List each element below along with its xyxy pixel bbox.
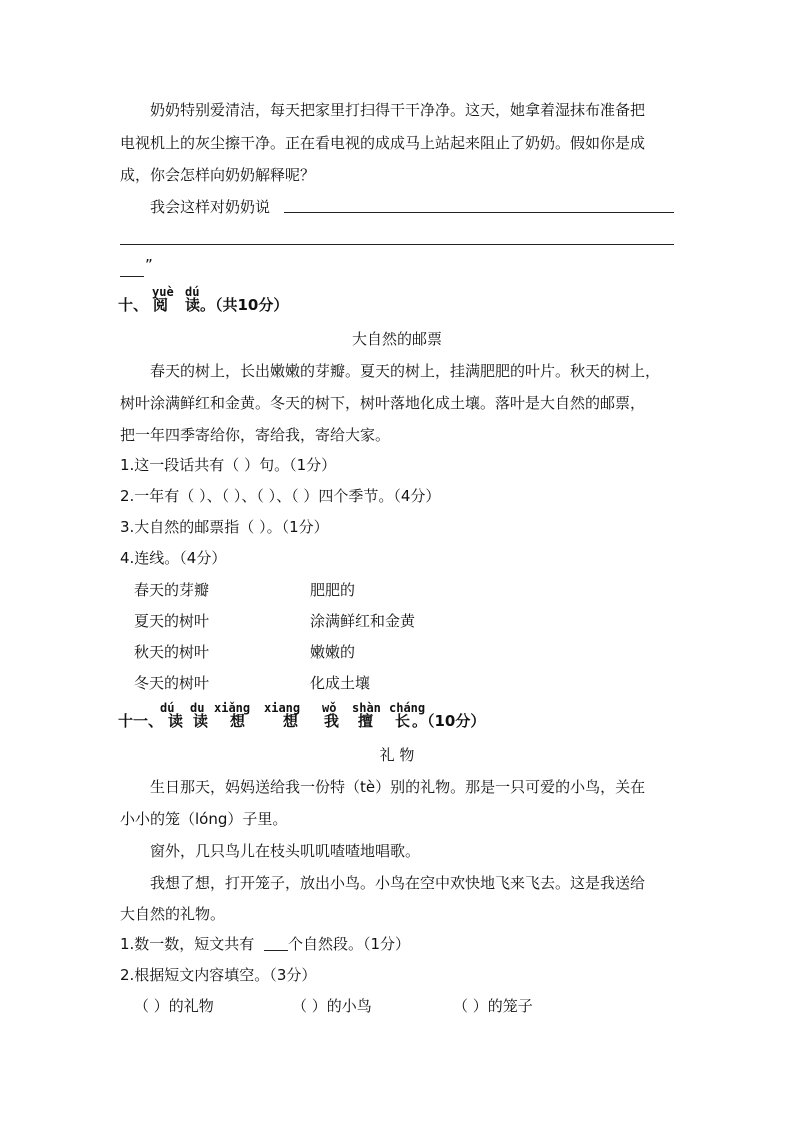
heading-char: 读 bbox=[168, 712, 184, 730]
heading-char: 读 bbox=[193, 712, 209, 730]
paragraph-line: 春天的树上，长出嫩嫩的芽瓣。夏天的树上，挂满肥肥的叶片。秋天的树上， bbox=[150, 362, 661, 380]
pinyin-label: wǒ bbox=[322, 701, 337, 715]
fill-blank[interactable]: （ ）的笼子 bbox=[453, 997, 533, 1015]
paragraph-line: 我想了想，打开笼子，放出小鸟。小鸟在空中欢快地飞来飞去。这是我送给 bbox=[150, 874, 646, 892]
heading-char: 擅 bbox=[358, 712, 374, 730]
heading-char: 阅 bbox=[153, 296, 169, 314]
heading-char: 想 bbox=[283, 712, 299, 730]
heading-char: 长 bbox=[395, 712, 411, 730]
match-left-item[interactable]: 秋天的树叶 bbox=[134, 643, 210, 661]
answer-prompt: 我会这样对奶奶说 bbox=[150, 198, 271, 216]
paragraph-line: 大自然的礼物。 bbox=[120, 905, 226, 923]
paragraph-line: 小小的笼（lóng）子里。 bbox=[120, 810, 288, 828]
section-score: 。（共10分） bbox=[200, 296, 289, 314]
match-right-item[interactable]: 涂满鲜红和金黄 bbox=[310, 612, 416, 630]
heading-char: 读 bbox=[185, 296, 201, 314]
pinyin-label: yuè bbox=[152, 285, 174, 299]
answer-line[interactable] bbox=[284, 212, 674, 213]
question: 1.这一段话共有（ ）句。（1分） bbox=[120, 456, 337, 474]
section-number: 十一、 bbox=[118, 712, 164, 730]
answer-blank[interactable] bbox=[264, 950, 288, 951]
match-left-item[interactable]: 夏天的树叶 bbox=[134, 612, 210, 630]
question: 3.大自然的邮票指（ ）。（1分） bbox=[120, 518, 329, 536]
heading-char: 想 bbox=[230, 712, 246, 730]
paragraph-line: 窗外，几只鸟儿在枝头叽叽喳喳地唱歌。 bbox=[150, 842, 421, 860]
paragraph-line: 把一年四季寄给你，寄给我，寄给大家。 bbox=[120, 426, 391, 444]
match-left-item[interactable]: 冬天的树叶 bbox=[134, 674, 210, 692]
question: 个自然段。（1分） bbox=[288, 935, 411, 953]
paragraph-line: 奶奶特别爱清洁，每天把家里打扫得干干净净。这天，她拿着湿抹布准备把 bbox=[150, 101, 646, 119]
question: 2.根据短文内容填空。（3分） bbox=[120, 966, 317, 984]
match-left-item[interactable]: 春天的芽瓣 bbox=[134, 581, 210, 599]
passage-title: 大自然的邮票 bbox=[351, 330, 442, 348]
match-right-item[interactable]: 嫩嫩的 bbox=[310, 643, 356, 661]
question: 2.一年有（ ）、（ ）、（ ）、（ ）四个季节。（4分） bbox=[120, 487, 441, 505]
paragraph-line: 生日那天，妈妈送给我一份特（tè）别的礼物。那是一只可爱的小鸟，关在 bbox=[150, 778, 646, 796]
question: 4.连线。（4分） bbox=[120, 549, 227, 567]
section-number: 十、 bbox=[118, 296, 149, 314]
match-right-item[interactable]: 化成土壤 bbox=[310, 674, 371, 692]
paragraph-line: 电视机上的灰尘擦干净。正在看电视的成成马上站起来阻止了奶奶。假如你是成 bbox=[120, 134, 646, 152]
pinyin-label: du bbox=[190, 701, 205, 715]
match-right-item[interactable]: 肥肥的 bbox=[310, 581, 356, 599]
fill-blank[interactable]: （ ）的小鸟 bbox=[292, 997, 372, 1015]
close-quote: ” bbox=[145, 256, 153, 274]
pinyin-label: dú bbox=[185, 285, 200, 299]
question: 1.数一数，短文共有 bbox=[120, 935, 255, 953]
answer-line[interactable] bbox=[120, 276, 144, 277]
paragraph-line: 成，你会怎样向奶奶解释呢？ bbox=[120, 166, 316, 184]
pinyin-label: dú bbox=[160, 701, 175, 715]
pinyin-label: shàn bbox=[352, 701, 381, 715]
pinyin-label: xiǎng bbox=[214, 701, 251, 715]
paragraph-line: 树叶涂满鲜红和金黄。冬天的树下，树叶落地化成土壤。落叶是大自然的邮票， bbox=[120, 394, 646, 412]
answer-line[interactable] bbox=[120, 244, 674, 245]
section-score: 。（10分） bbox=[412, 712, 486, 730]
pinyin-label: cháng bbox=[389, 701, 426, 715]
passage-title: 礼 物 bbox=[379, 746, 415, 764]
fill-blank[interactable]: （ ）的礼物 bbox=[134, 997, 214, 1015]
heading-char: 我 bbox=[324, 712, 340, 730]
pinyin-label: xiang bbox=[264, 701, 301, 715]
